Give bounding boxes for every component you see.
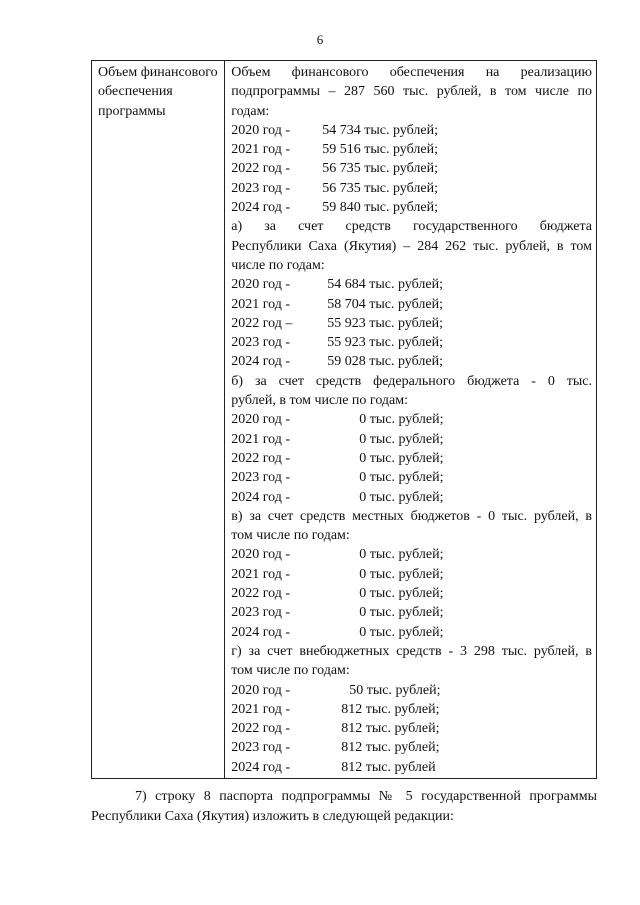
year-label: 2023 год -	[231, 180, 291, 196]
year-row	[231, 603, 592, 622]
year-row	[231, 333, 592, 352]
year-label: 2020 год -	[231, 547, 291, 563]
local-budget-intro	[231, 507, 592, 546]
extra-budget-years	[231, 681, 592, 777]
year-amount: 56 735 тыс. рублей;	[322, 180, 438, 196]
amendment-paragraph	[91, 787, 597, 827]
passport-table	[91, 60, 597, 779]
year-row	[231, 545, 592, 564]
page-number: 6	[316, 32, 324, 47]
year-row	[231, 719, 592, 738]
year-row	[231, 140, 592, 159]
year-amount: 812 тыс. рублей	[341, 759, 436, 775]
year-amount: 59 840 тыс. рублей;	[322, 200, 438, 216]
year-amount: 0 тыс. рублей;	[359, 605, 444, 621]
year-row	[231, 565, 592, 584]
year-label: 2020 год -	[231, 412, 291, 428]
total-intro	[231, 63, 592, 121]
year-row	[231, 738, 592, 757]
year-amount: 0 тыс. рублей;	[359, 450, 444, 466]
state-budget-intro	[231, 217, 592, 275]
year-row	[231, 121, 592, 140]
year-row	[231, 700, 592, 719]
year-amount: 58 704 тыс. рублей;	[327, 296, 443, 312]
year-label: 2023 год -	[231, 605, 291, 621]
year-label: 2022 год -	[231, 161, 291, 177]
year-label: 2023 год -	[231, 335, 291, 351]
state-budget-years	[231, 275, 592, 371]
year-row	[231, 410, 592, 429]
extra-budget-intro	[231, 642, 592, 681]
year-label: 2021 год -	[231, 296, 291, 312]
year-label: 2024 год -	[231, 759, 291, 775]
year-row	[231, 275, 592, 294]
year-amount: 812 тыс. рублей;	[341, 740, 440, 756]
local-budget-years	[231, 545, 592, 641]
year-amount: 54 734 тыс. рублей;	[322, 122, 438, 138]
year-row	[231, 198, 592, 217]
year-label: 2021 год -	[231, 701, 291, 717]
year-row	[231, 179, 592, 198]
text-line: числе по годам:	[231, 257, 325, 273]
year-label: 2024 год -	[231, 489, 291, 505]
year-row	[231, 430, 592, 449]
year-row	[231, 449, 592, 468]
year-row	[231, 295, 592, 314]
year-label: 2023 год -	[231, 470, 291, 486]
paragraph-text: 7) строку 8 паспорта подпрограммы № 5 государственной программы Республики Саха (Якутия) изложить в следующей редакции:	[91, 789, 597, 824]
text-line: том числе по годам:	[231, 663, 350, 679]
year-amount: 0 тыс. рублей;	[359, 566, 444, 582]
text-line: рублей, в том числе по годам:	[231, 393, 408, 409]
year-row	[231, 681, 592, 700]
federal-budget-years	[231, 410, 592, 506]
text-line: том числе по годам:	[231, 528, 350, 544]
year-label: 2020 год -	[231, 122, 291, 138]
year-amount: 55 923 тыс. рублей;	[327, 335, 443, 351]
total-years	[231, 121, 592, 217]
year-row	[231, 584, 592, 603]
year-label: 2021 год -	[231, 566, 291, 582]
year-amount: 0 тыс. рублей;	[359, 586, 444, 602]
text-line: Объем финансового обеспечения на реализацию	[231, 65, 592, 80]
financing-details	[225, 61, 597, 779]
year-amount: 59 028 тыс. рублей;	[327, 354, 443, 370]
year-label: 2022 год -	[231, 450, 291, 466]
year-amount: 0 тыс. рублей;	[359, 470, 444, 486]
text-line: Республики Саха (Якутия) – 284 262 тыс. рублей, в том	[231, 238, 592, 254]
year-row	[231, 623, 592, 642]
text-line: а) за счет средств государственного бюджета	[231, 219, 592, 235]
text-line: б) за счет средств федерального бюджета - 0 тыс.	[231, 373, 592, 389]
year-amount: 0 тыс. рублей;	[359, 489, 444, 505]
year-label: 2020 год -	[231, 682, 291, 698]
year-amount: 0 тыс. рублей;	[359, 547, 444, 563]
text-line: г) за счет внебюджетных средств - 3 298 тыс. рублей, в	[231, 643, 592, 659]
year-amount: 0 тыс. рублей;	[359, 624, 444, 640]
text-line: подпрограммы – 287 560 тыс. рублей, в том числе по	[231, 84, 592, 100]
year-label: 2020 год -	[231, 277, 291, 293]
year-label: 2022 год –	[231, 315, 293, 331]
year-row	[231, 758, 592, 777]
year-label: 2021 год -	[231, 431, 291, 447]
year-amount: 55 923 тыс. рублей;	[327, 315, 443, 331]
year-label: 2024 год -	[231, 200, 291, 216]
year-label: 2022 год -	[231, 721, 291, 737]
table-row	[92, 61, 597, 779]
year-amount: 812 тыс. рублей;	[341, 701, 440, 717]
year-row	[231, 314, 592, 333]
year-label: 2023 год -	[231, 740, 291, 756]
year-label: 2024 год -	[231, 354, 291, 370]
year-row	[231, 352, 592, 371]
year-label: 2024 год -	[231, 624, 291, 640]
year-row	[231, 488, 592, 507]
federal-budget-intro	[231, 372, 592, 411]
text-line: в) за счет средств местных бюджетов - 0 тыс. рублей, в	[231, 508, 592, 524]
year-row	[231, 468, 592, 487]
year-label: 2022 год -	[231, 586, 291, 602]
year-amount: 54 684 тыс. рублей;	[327, 277, 443, 293]
year-row	[231, 159, 592, 178]
year-amount: 59 516 тыс. рублей;	[322, 142, 438, 158]
year-amount: 0 тыс. рублей;	[359, 431, 444, 447]
year-label: 2021 год -	[231, 142, 291, 158]
year-amount: 50 тыс. рублей;	[349, 682, 441, 698]
text-line: годам:	[231, 103, 270, 119]
row-label: Объем финансового обеспечения программы	[92, 61, 225, 779]
year-amount: 56 735 тыс. рублей;	[322, 161, 438, 177]
year-amount: 0 тыс. рублей;	[359, 412, 444, 428]
year-amount: 812 тыс. рублей;	[341, 721, 440, 737]
